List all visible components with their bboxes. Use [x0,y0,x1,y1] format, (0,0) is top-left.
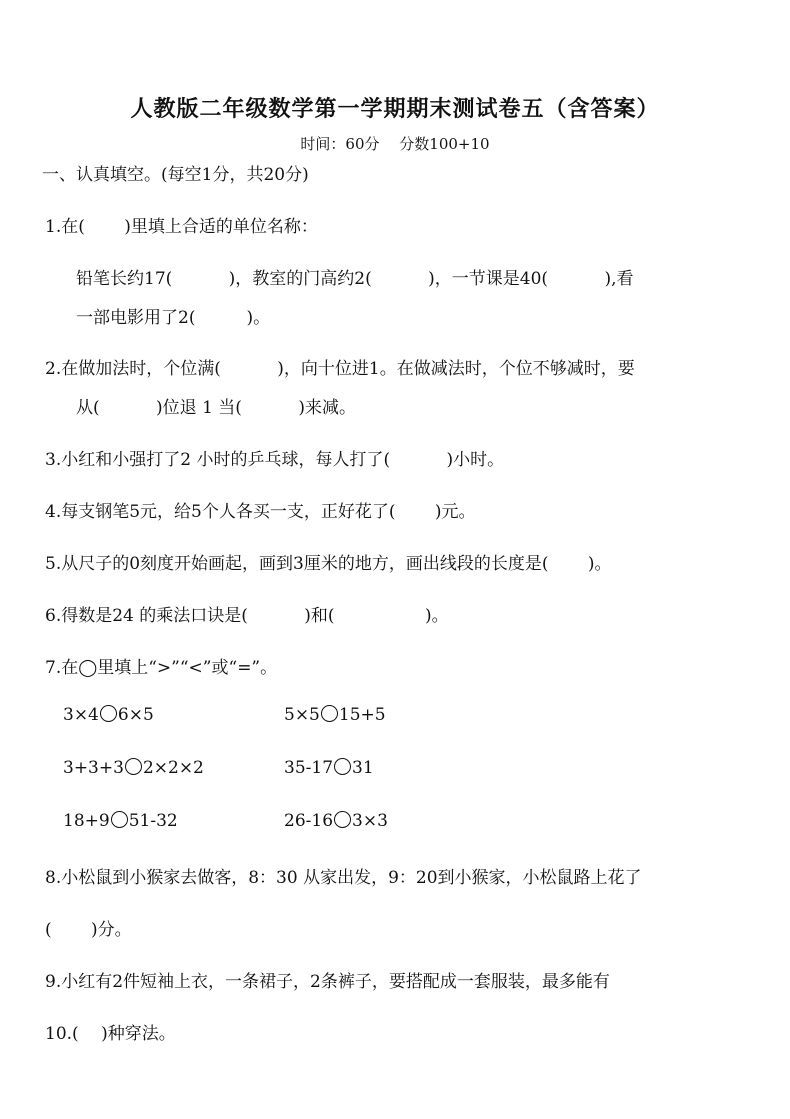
page-title: 人教版二年级数学第一学期期末测试卷五（含答案） [130,96,660,122]
question-9-line-1: 9.小红有2件短袖上衣，一条裙子，2条裤子，要搭配成一套服装，最多能有 [45,972,610,992]
compare-right: 15+5 [338,705,386,725]
question-2-line-2: 从( )位退 1 当( )来减。 [76,398,356,418]
question-8-line-2: ( )分。 [45,920,132,940]
answer-circle[interactable] [321,705,338,722]
compare-item [284,758,374,778]
exam-info: 时间：60分 分数100+10 [300,135,490,153]
answer-circle[interactable] [334,811,351,828]
compare-right: 31 [352,758,374,778]
answer-circle[interactable] [125,758,142,775]
compare-item [284,705,386,725]
compare-left: 35-17 [284,758,334,778]
question-2-line-1: 2.在做加法时，个位满( )，向十位进1。在做减法时，个位不够减时，要 [45,359,635,379]
compare-right: 3×3 [352,811,388,831]
question-1-line-2: 一部电影用了2( )。 [76,308,271,328]
question-1-stem: 1.在( )里填上合适的单位名称： [45,217,318,237]
question-1-line-1: 铅笔长约17( )，教室的门高约2( )，一节课是40( ),看 [76,269,634,289]
compare-item [63,705,154,725]
compare-right: 51-32 [128,811,178,831]
question-9-line-2: 10.( )种穿法。 [45,1024,176,1044]
answer-circle[interactable] [111,811,128,828]
compare-left: 3+3+3 [63,758,124,778]
question-8-line-1: 8.小松鼠到小猴家去做客，8：30 从家出发，9：20到小猴家，小松鼠路上花了 [45,868,642,888]
answer-circle[interactable] [100,705,117,722]
section-heading: 一、认真填空。(每空1分，共20分) [42,165,309,185]
answer-circle[interactable] [334,758,351,775]
compare-right: 2×2×2 [142,758,204,778]
compare-item [284,811,388,831]
compare-item [63,758,204,778]
compare-right: 6×5 [117,705,154,725]
question-4: 4.每支钢笔5元，给5个人各买一支，正好花了( )元。 [45,502,476,522]
compare-left: 3×4 [63,705,99,725]
compare-left: 18+9 [63,811,110,831]
question-3: 3.小红和小强打了2 小时的乒乓球，每人打了( )小时。 [45,450,505,470]
compare-left: 5×5 [284,705,320,725]
compare-item [63,811,178,831]
question-5: 5.从尺子的0刻度开始画起，画到3厘米的地方，画出线段的长度是( )。 [45,554,612,574]
compare-left: 26-16 [284,811,334,831]
question-6: 6.得数是24 的乘法口诀是( )和( )。 [45,606,449,626]
question-7-stem: 7.在◯里填上“>”“<”或“=”。 [45,658,278,678]
